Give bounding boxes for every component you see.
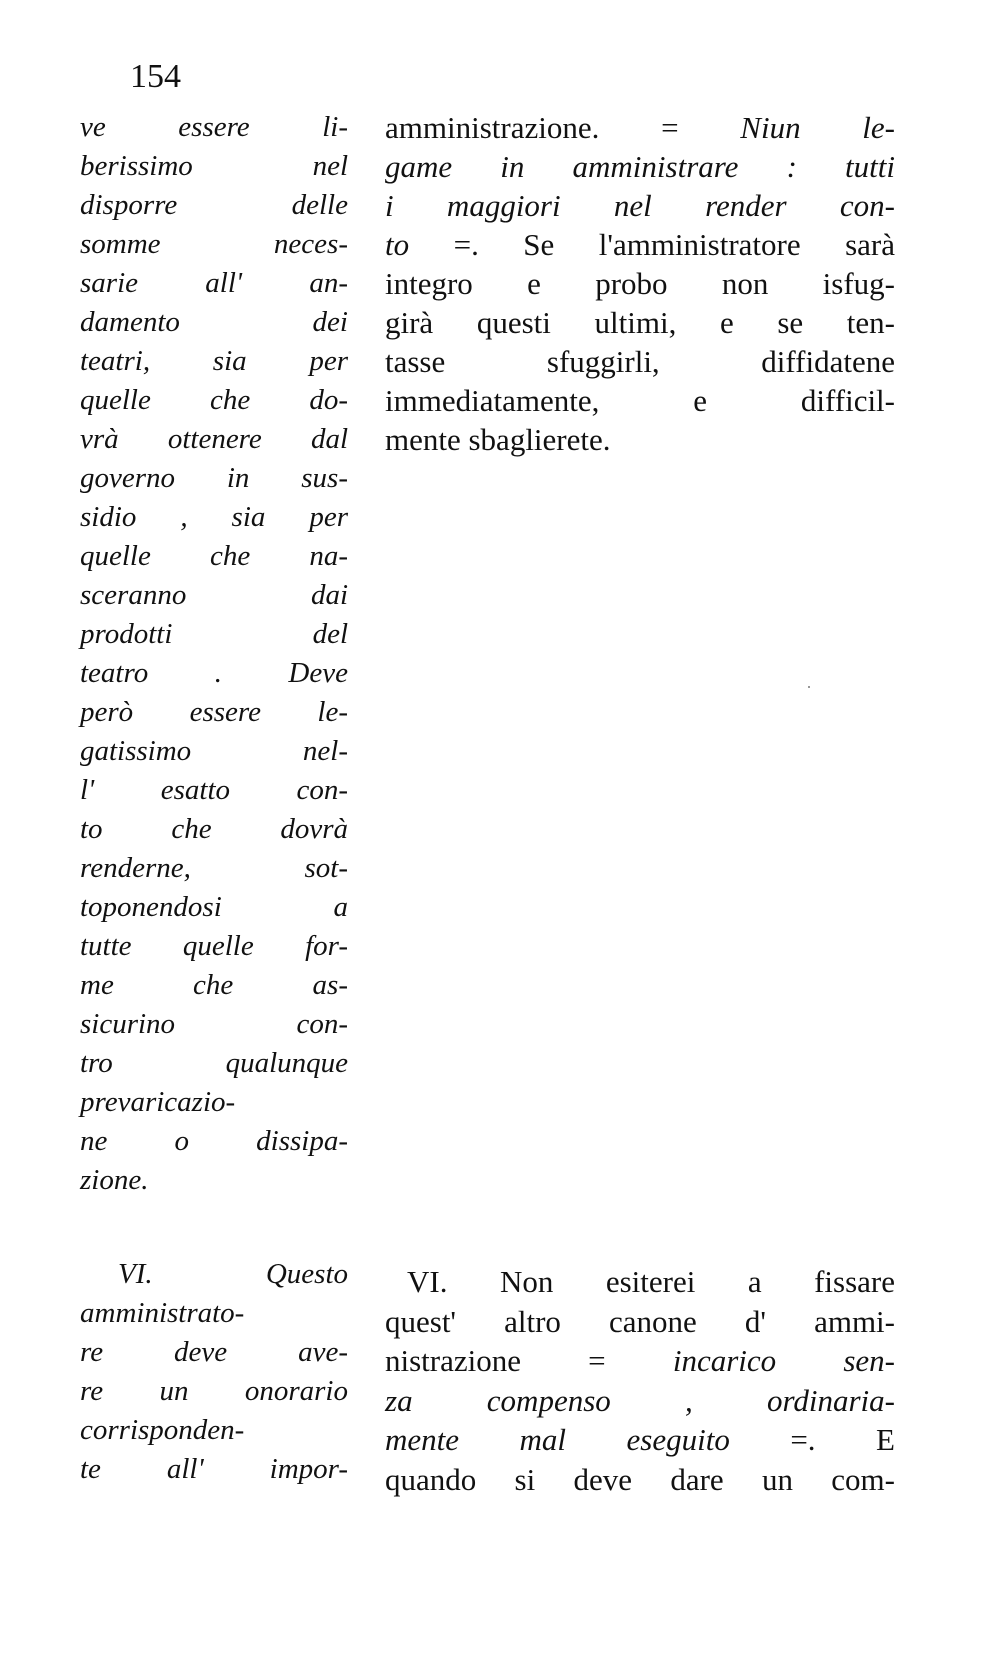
right-line (385, 1420, 895, 1460)
left-line: somme neces- (80, 228, 348, 260)
left-section-vi-line: VI. Questo (118, 1258, 348, 1290)
right-line (385, 108, 895, 147)
left-line: disporre delle (80, 189, 348, 221)
left-line: renderne, sot- (80, 852, 348, 884)
left-line: ve essere li- (80, 111, 348, 143)
right-line: quando si deve dare un com- (385, 1461, 895, 1497)
right-line: za compenso , ordinaria- (385, 1382, 895, 1418)
left-line: l' esatto con- (80, 774, 348, 806)
left-line: me che as- (80, 969, 348, 1001)
right-line: immediatamente, e difficil- (385, 383, 895, 418)
right-line: mente sbaglierete. (385, 422, 611, 457)
left-line: teatro . Deve (80, 657, 348, 689)
right-text-italic: to (385, 227, 410, 262)
left-section-vi-line: re un onorario (80, 1375, 348, 1407)
right-line: integro e probo non isfug- (385, 266, 895, 301)
right-line (385, 225, 895, 264)
right-line: quest' altro canone d' ammi- (385, 1303, 895, 1339)
left-line: berissimo nel (80, 150, 348, 182)
right-section-vi (385, 1262, 895, 1499)
left-line: quelle che do- (80, 384, 348, 416)
left-line: damento dei (80, 306, 348, 338)
right-line (385, 1341, 895, 1381)
left-line: sicurino con- (80, 1008, 348, 1040)
left-line: tro qualunque (80, 1047, 348, 1079)
left-line: prevaricazio- (80, 1086, 236, 1118)
left-section-vi-line: re deve ave- (80, 1336, 348, 1368)
page-number: 154 (130, 58, 181, 95)
left-line: gatissimo nel- (80, 735, 348, 767)
left-line: governo in sus- (80, 462, 348, 494)
right-line: tasse sfuggirli, diffidatene (385, 344, 895, 379)
left-section-vi-line: te all' impor- (80, 1453, 348, 1485)
right-text-italic: Niun le- (740, 110, 895, 145)
left-line: sidio , sia per (80, 501, 348, 533)
left-line: prodotti del (80, 618, 348, 650)
right-line: i maggiori nel render con- (385, 188, 895, 223)
right-text: =. E (729, 1422, 895, 1457)
right-column-main-text (385, 108, 895, 459)
right-text: amministrazione. = (385, 110, 741, 145)
left-line: toponendosi a (80, 891, 348, 923)
right-text-italic: incarico sen- (672, 1343, 895, 1378)
right-text: =. Se l'amministratore sarà (409, 227, 895, 262)
left-line: zione. (80, 1164, 149, 1196)
left-line: sarie all' an- (80, 267, 348, 299)
left-line: vrà ottenere dal (80, 423, 348, 455)
right-line: girà questi ultimi, e se ten- (385, 305, 895, 340)
right-text: nistrazione = (385, 1343, 673, 1378)
left-section-vi-line: corrisponden- (80, 1414, 245, 1446)
left-line: ne o dissipa- (80, 1125, 348, 1157)
left-line: quelle che na- (80, 540, 348, 572)
left-section-vi-line: amministrato- (80, 1297, 245, 1329)
left-line: però essere le- (80, 696, 348, 728)
right-line: game in amministrare : tutti (385, 149, 895, 184)
left-line: tutte quelle for- (80, 930, 348, 962)
left-column-italic-notes (80, 108, 348, 1489)
left-line: teatri, sia per (80, 345, 348, 377)
left-line: sceranno dai (80, 579, 348, 611)
paper-speck (808, 686, 810, 688)
left-line: to che dovrà (80, 813, 348, 845)
right-text-italic: mente mal eseguito (385, 1422, 730, 1457)
right-line: VI. Non esiterei a fissare (407, 1264, 895, 1299)
